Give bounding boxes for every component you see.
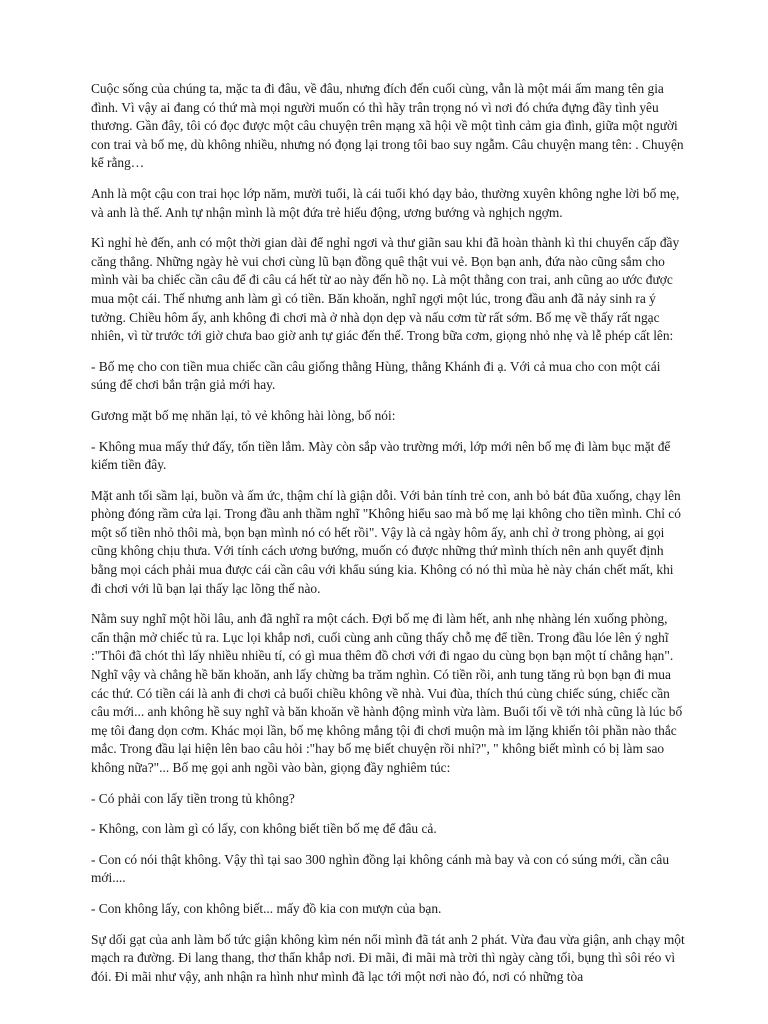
paragraph-sulking: Mặt anh tối sầm lại, buồn và ấm ức, thậm chí là giận dỗi. Với bản tính trẻ con, anh bỏ bát đũa xuống, chạy lên phòng đóng rầm cửa lại. Trong đầu anh thầm nghĩ "Không hiểu sao mà bố mẹ lại không cho tiền mình. Chỉ có một số tiền nhỏ thôi mà, bọn bạn mình nó có hết rồi". Vậy là cả ngày hôm ấy, anh chỉ ở trong phòng, ai gọi cũng không chịu thưa. Với tính cách ương bướng, muốn có được những thứ mình thích nên anh quyết định bằng mọi cách phải mua được cái cần câu với khẩu súng kia. Không có nó thì mùa hè này chán chết mất, khi đi chơi với lũ bạn lại thấy lạc lõng thế nào. xyxy=(91,487,681,596)
document-body xyxy=(91,80,687,998)
dialogue-line: - Không, con làm gì có lấy, con không biết tiền bố mẹ để đâu cả. xyxy=(91,821,437,837)
paragraph-intro: Cuộc sống của chúng ta, mặc ta đi đâu, về đâu, nhưng đích đến cuối cùng, vẫn là một mái ấm mang tên gia đình. Vì vậy ai đang có thứ mà mọi người muốn có thì hãy trân trọng nó vì nơi đó chứa đựng đầy tình yêu thương. Gần đây, tôi có đọc được một câu chuyện trên mạng xã hội về một tình cảm gia đình, giữa một người con trai và bố mẹ, dù không nhiều, nhưng nó đọng lại trong tôi bao suy ngẫm. Câu chuyện mang tên: . Chuyện kể rằng… xyxy=(91,81,684,171)
paragraph-taking-money: Nằm suy nghĩ một hồi lâu, anh đã nghĩ ra một cách. Đợi bố mẹ đi làm hết, anh nhẹ nhàng lén xuống phòng, cẩn thận mở chiếc tủ ra. Lục lọi khắp nơi, cuối cùng anh cũng thấy chỗ mẹ để tiền. Trong đầu lóe lên ý nghĩ :"Thôi đã chót thì lấy nhiều nhiều tí, có gì mua thêm đồ chơi với đi ngao du cùng bọn bạn một tí chẳng hạn". Nghĩ vậy và chẳng hề băn khoăn, anh lấy chừng ba trăm nghìn. Có tiền rồi, anh tung tăng rủ bọn bạn đi mua các thứ. Có tiền cái là anh đi chơi cả buổi chiều không về nhà. Vui đùa, thích thú cùng chiếc súng, chiếc cần câu mới... anh không hề suy nghĩ và băn khoăn về hành động mình vừa làm. Buổi tối về tới nhà cũng là lúc bố mẹ tôi đang dọn cơm. Khác mọi lần, bố mẹ không mắng tội đi chơi muộn mà im lặng khiến tôi phần nào thắc mắc. Trong đầu lại hiện lên bao câu hỏi :"hay bố mẹ biết chuyện rồi nhỉ?", " không biết mình có bị làm sao không nữa?"... Bố mẹ gọi anh ngồi vào bàn, giọng đầy nghiêm túc: xyxy=(91,611,683,775)
dialogue-line: - Bố mẹ cho con tiền mua chiếc cần câu giống thằng Hùng, thằng Khánh đi ạ. Với cả mua cho con một cái súng để chơi bắn trận giả mới hay. xyxy=(91,358,661,393)
dialogue-line: - Con không lấy, con không biết... mấy đồ kia con mượn của bạn. xyxy=(91,900,442,916)
paragraph-running-away: Sự dối gạt của anh làm bố tức giận không kìm nén nổi mình đã tát anh 2 phát. Vừa đau vừa giận, anh chạy một mạch ra đường. Đi lang thang, thơ thẩn khắp nơi. Đi mãi, đi mãi mà trời thì ngày càng tối, bụng thì sôi réo vì đói. Đi mãi như vậy, anh nhận ra hình như mình đã lạc tới một nơi nào đó, nơi có những tòa xyxy=(91,931,685,984)
dialogue-line: - Không mua mấy thứ đấy, tốn tiền lắm. Mày còn sắp vào trường mới, lớp mới nên bố mẹ đi làm bục mặt để kiếm tiền đây. xyxy=(91,438,671,473)
dialogue-line: - Con có nói thật không. Vậy thì tại sao 300 nghìn đồng lại không cánh mà bay và con có súng mới, cần câu mới.... xyxy=(91,851,670,886)
paragraph-character: Anh là một cậu con trai học lớp năm, mười tuổi, là cái tuổi khó dạy bảo, thường xuyên không nghe lời bố mẹ, và anh là thế. Anh tự nhận mình là một đứa trẻ hiếu động, ương bướng và nghịch ngợm. xyxy=(91,185,680,220)
dialogue-line: - Có phải con lấy tiền trong tủ không? xyxy=(91,790,295,806)
paragraph-parents-reaction: Gương mặt bố mẹ nhăn lại, tỏ vẻ không hài lòng, bố nói: xyxy=(91,407,396,423)
paragraph-summer-holiday: Kì nghỉ hè đến, anh có một thời gian dài để nghỉ ngơi và thư giãn sau khi đã hoàn thành kì thi chuyển cấp đầy căng thẳng. Những ngày hè vui chơi cùng lũ bạn đồng quê thật vui vẻ. Bọn bạn anh, đứa nào cũng sắm cho mình vài ba chiếc cần câu để đi câu cá hết từ ao này đến hồ nọ. Là một thằng con trai, anh cũng ao ước được mua một cái. Thế nhưng anh làm gì có tiền. Băn khoăn, nghĩ ngợi một lúc, trong đầu anh đã nảy sinh ra ý tưởng. Chiều hôm ấy, anh không đi chơi mà ở nhà dọn dẹp và nấu cơm từ rất sớm. Bố mẹ về thấy rất ngạc nhiên, vì từ trước tới giờ chưa bao giờ anh tự giác đến thế. Trong bữa cơm, giọng nhỏ nhẹ và lễ phép cất lên: xyxy=(91,235,680,344)
